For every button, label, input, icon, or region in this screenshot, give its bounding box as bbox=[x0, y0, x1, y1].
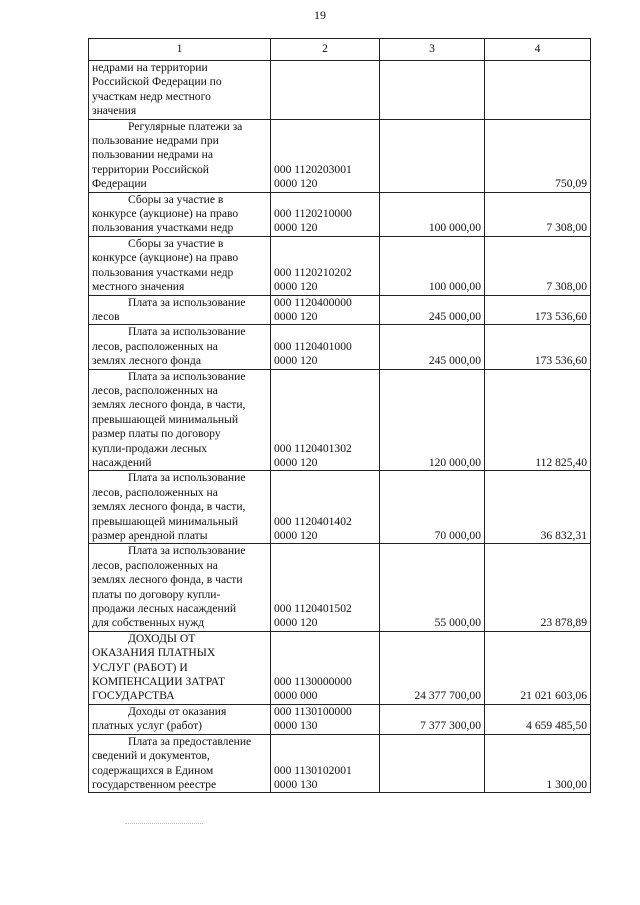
revenue-item-name-line: землях лесного фонда bbox=[92, 354, 201, 368]
revenue-item-name-line: пользования участками недр bbox=[92, 265, 234, 279]
budget-classification-code bbox=[271, 704, 380, 734]
column-header-3: 3 bbox=[380, 39, 485, 61]
revenue-item-name-line: конкурсе (аукционе) на право bbox=[92, 207, 239, 221]
budget-classification-code bbox=[271, 369, 380, 471]
revenue-item-name-line: превышающей минимальный bbox=[92, 412, 239, 426]
budget-classification-code bbox=[271, 236, 380, 295]
revenue-item-name-line: платы по договору купли- bbox=[92, 587, 221, 601]
page-number: 19 bbox=[314, 8, 326, 22]
revenue-item-name-line: землях лесного фонда, в части, bbox=[92, 500, 246, 514]
actual-amount: 23 878,89 bbox=[485, 544, 591, 631]
actual-amount: 21 021 603,06 bbox=[485, 631, 591, 704]
revenue-item-name bbox=[89, 544, 271, 631]
revenue-item-name-line: значения bbox=[92, 104, 137, 118]
actual-amount: 112 825,40 bbox=[485, 369, 591, 471]
revenue-table bbox=[88, 38, 591, 793]
planned-amount: 120 000,00 bbox=[380, 369, 485, 471]
revenue-item-name-line: Сборы за участие в bbox=[128, 192, 224, 206]
revenue-item-name-line: Доходы от оказания bbox=[128, 704, 227, 718]
budget-classification-code bbox=[271, 734, 380, 793]
planned-amount: 100 000,00 bbox=[380, 192, 485, 236]
budget-classification-code bbox=[271, 471, 380, 544]
column-header-1: 1 bbox=[89, 39, 271, 61]
budget-code-line: 000 1120203001 bbox=[274, 162, 352, 176]
revenue-item-name-line: Плата за использование bbox=[128, 325, 246, 339]
budget-code-line: 0000 120 bbox=[274, 354, 318, 368]
revenue-item-name-line: пользовании недрами на bbox=[92, 148, 214, 162]
revenue-item-name bbox=[89, 325, 271, 369]
revenue-item-name bbox=[89, 704, 271, 734]
revenue-item-name-line: размер платы по договору bbox=[92, 427, 221, 441]
revenue-item-name-line: землях лесного фонда, в части, bbox=[92, 398, 246, 412]
revenue-item-name-line: Плата за использование bbox=[128, 471, 246, 485]
column-header-4: 4 bbox=[485, 39, 591, 61]
revenue-item-name bbox=[89, 295, 271, 325]
table-header-row bbox=[89, 39, 591, 61]
revenue-item-name-line: Плата за использование bbox=[128, 544, 246, 558]
revenue-item-name-line: Плата за предоставление bbox=[128, 734, 252, 748]
revenue-item-name-line: для собственных нужд bbox=[92, 616, 205, 630]
revenue-item-name-line: территории Российской bbox=[92, 162, 209, 176]
actual-amount: 173 536,60 bbox=[485, 295, 591, 325]
revenue-item-name-line: содержащихся в Едином bbox=[92, 763, 214, 777]
revenue-item-name-line: лесов, расположенных на bbox=[92, 558, 218, 572]
revenue-item-name-line: платных услуг (работ) bbox=[92, 719, 203, 733]
actual-amount: 173 536,60 bbox=[485, 325, 591, 369]
table-row bbox=[89, 325, 591, 369]
budget-classification-code bbox=[271, 295, 380, 325]
table-row bbox=[89, 704, 591, 734]
revenue-item-name-line: КОМПЕНСАЦИИ ЗАТРАТ bbox=[92, 675, 226, 689]
budget-code-line: 0000 120 bbox=[274, 177, 318, 191]
planned-amount: 245 000,00 bbox=[380, 325, 485, 369]
budget-classification-code bbox=[271, 61, 380, 120]
budget-code-line: 000 1120401402 bbox=[274, 514, 352, 528]
actual-amount: 750,09 bbox=[485, 119, 591, 192]
revenue-item-name-line: лесов, расположенных на bbox=[92, 339, 218, 353]
budget-code-line: 000 1120210000 bbox=[274, 207, 352, 221]
revenue-item-name-line: лесов bbox=[92, 309, 120, 323]
actual-amount: 36 832,31 bbox=[485, 471, 591, 544]
planned-amount: 7 377 300,00 bbox=[380, 704, 485, 734]
table-row bbox=[89, 61, 591, 120]
budget-code-line: 000 1120401302 bbox=[274, 441, 352, 455]
revenue-item-name-line: лесов, расположенных на bbox=[92, 383, 218, 397]
revenue-item-name-line: превышающей минимальный bbox=[92, 514, 239, 528]
revenue-item-name-line: УСЛУГ (РАБОТ) И bbox=[92, 660, 188, 674]
table-row bbox=[89, 544, 591, 631]
planned-amount: 55 000,00 bbox=[380, 544, 485, 631]
budget-code-line: 000 1130000000 bbox=[274, 675, 352, 689]
budget-code-line: 000 1130100000 bbox=[274, 704, 352, 718]
revenue-table-body bbox=[89, 39, 591, 793]
revenue-item-name bbox=[89, 734, 271, 793]
revenue-item-name-line: Федерации bbox=[92, 177, 147, 191]
actual-amount bbox=[485, 61, 591, 120]
planned-amount: 70 000,00 bbox=[380, 471, 485, 544]
column-header-2: 2 bbox=[271, 39, 380, 61]
planned-amount bbox=[380, 119, 485, 192]
revenue-item-name-line: ОКАЗАНИЯ ПЛАТНЫХ bbox=[92, 646, 216, 660]
revenue-item-name-line: лесов, расположенных на bbox=[92, 485, 218, 499]
budget-code-line: 0000 120 bbox=[274, 529, 318, 542]
revenue-item-name-line: недрами на территории bbox=[92, 61, 208, 74]
planned-amount: 245 000,00 bbox=[380, 295, 485, 325]
budget-code-line: 0000 130 bbox=[274, 719, 318, 733]
actual-amount: 1 300,00 bbox=[485, 734, 591, 793]
table-row bbox=[89, 119, 591, 192]
table-row bbox=[89, 471, 591, 544]
planned-amount bbox=[380, 734, 485, 793]
table-row bbox=[89, 236, 591, 295]
revenue-item-name-line: Плата за использование bbox=[128, 295, 246, 309]
budget-classification-code bbox=[271, 192, 380, 236]
budget-code-line: 000 1120401502 bbox=[274, 602, 352, 616]
revenue-item-name-line: размер арендной платы bbox=[92, 529, 208, 542]
budget-classification-code bbox=[271, 119, 380, 192]
budget-code-line: 000 1120401000 bbox=[274, 339, 352, 353]
budget-classification-code bbox=[271, 631, 380, 704]
table-row bbox=[89, 192, 591, 236]
faint-scan-mark bbox=[125, 823, 203, 824]
revenue-item-name-line: продажи лесных насаждений bbox=[92, 602, 237, 616]
planned-amount: 100 000,00 bbox=[380, 236, 485, 295]
revenue-item-name-line: местного значения bbox=[92, 280, 185, 294]
revenue-item-name-line: государственном реестре bbox=[92, 777, 217, 791]
revenue-item-name-line: купли-продажи лесных bbox=[92, 441, 208, 455]
budget-code-line: 0000 120 bbox=[274, 309, 318, 323]
revenue-item-name bbox=[89, 471, 271, 544]
revenue-item-name-line: пользования участками недр bbox=[92, 221, 234, 235]
budget-code-line: 0000 120 bbox=[274, 616, 318, 630]
actual-amount: 7 308,00 bbox=[485, 236, 591, 295]
revenue-item-name bbox=[89, 369, 271, 471]
budget-code-line: 000 1120210202 bbox=[274, 265, 352, 279]
revenue-item-name bbox=[89, 236, 271, 295]
revenue-item-name bbox=[89, 119, 271, 192]
budget-code-line: 0000 000 bbox=[274, 689, 318, 703]
revenue-item-name-line: пользование недрами при bbox=[92, 134, 219, 148]
revenue-item-name-line: Российской Федерации по bbox=[92, 75, 222, 89]
revenue-item-name bbox=[89, 631, 271, 704]
table-row bbox=[89, 631, 591, 704]
budget-code-line: 0000 120 bbox=[274, 221, 318, 235]
table-row bbox=[89, 295, 591, 325]
budget-code-line: 0000 130 bbox=[274, 777, 318, 791]
revenue-item-name-line: Регулярные платежи за bbox=[128, 119, 243, 133]
revenue-item-name bbox=[89, 192, 271, 236]
budget-code-line: 0000 120 bbox=[274, 280, 318, 294]
budget-code-line: 0000 120 bbox=[274, 455, 318, 469]
table-row bbox=[89, 369, 591, 471]
actual-amount: 7 308,00 bbox=[485, 192, 591, 236]
budget-classification-code bbox=[271, 325, 380, 369]
actual-amount: 4 659 485,50 bbox=[485, 704, 591, 734]
revenue-item-name-line: конкурсе (аукционе) на право bbox=[92, 251, 239, 265]
revenue-item-name bbox=[89, 61, 271, 120]
revenue-item-name-line: сведений и документов, bbox=[92, 749, 210, 763]
revenue-item-name-line: ГОСУДАРСТВА bbox=[92, 689, 175, 703]
budget-code-line: 000 1130102001 bbox=[274, 763, 352, 777]
planned-amount bbox=[380, 61, 485, 120]
budget-classification-code bbox=[271, 544, 380, 631]
revenue-item-name-line: Сборы за участие в bbox=[128, 236, 224, 250]
revenue-item-name-line: Плата за использование bbox=[128, 369, 246, 383]
table-row bbox=[89, 734, 591, 793]
revenue-item-name-line: ДОХОДЫ ОТ bbox=[128, 631, 196, 645]
budget-code-line: 000 1120400000 bbox=[274, 295, 352, 309]
revenue-item-name-line: землях лесного фонда, в части bbox=[92, 573, 243, 587]
planned-amount: 24 377 700,00 bbox=[380, 631, 485, 704]
revenue-item-name-line: участкам недр местного bbox=[92, 89, 211, 103]
revenue-item-name-line: насаждений bbox=[92, 455, 152, 469]
